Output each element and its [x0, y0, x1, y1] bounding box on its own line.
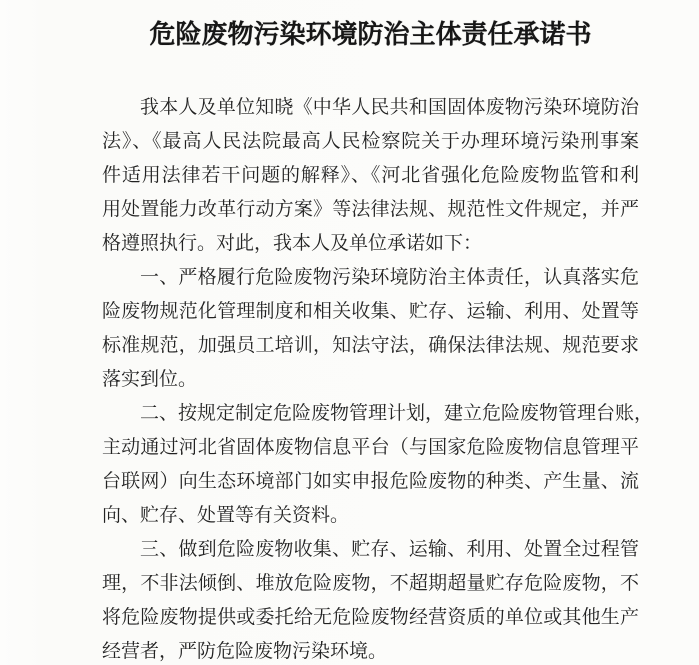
text-line: 件适用法律若干问题的解释》、《河北省强化危险废物监管和利	[102, 165, 639, 186]
paragraph-item-2	[102, 397, 654, 533]
paragraph-item-3	[102, 533, 639, 665]
text-line: 将危险废物提供或委托给无危险废物经营资质的单位或其他生产	[102, 607, 639, 628]
page-title: 危险废物污染环境防治主体责任承诺书	[149, 20, 592, 49]
text-line: 台联网）向生态环境部门如实申报危险废物的种类、产生量、流	[102, 471, 639, 492]
text-line: 险废物规范化管理制度和相关收集、贮存、运输、利用、处置等	[102, 301, 639, 322]
paragraph-item-1	[102, 261, 639, 397]
text-line: 理，不非法倾倒、堆放危险废物，不超期超量贮存危险废物，不	[102, 573, 639, 594]
text-line: 法》、《最高人民法院最高人民检察院关于办理环境污染刑事案	[102, 131, 639, 152]
text-line: 落实到位。	[102, 369, 198, 390]
text-line: 二、按规定制定危险废物管理计划，建立危险废物管理台账，	[140, 403, 654, 424]
text-line: 三、做到危险废物收集、贮存、运输、利用、处置全过程管	[140, 539, 639, 560]
document-body	[102, 91, 654, 665]
text-line: 我本人及单位知晓《中华人民共和国固体废物污染环境防治	[140, 97, 639, 118]
text-line: 用处置能力改革行动方案》等法律法规、规范性文件规定，并严	[102, 199, 639, 220]
text-line: 经营者，严防危险废物污染环境。	[102, 641, 388, 662]
paragraph-intro	[102, 91, 639, 261]
text-line: 一、严格履行危险废物污染环境防治主体责任，认真落实危	[140, 267, 639, 288]
text-line: 向、贮存、处置等有关资料。	[102, 505, 350, 526]
text-line: 标准规范，加强员工培训，知法守法，确保法律法规、规范要求	[102, 335, 639, 356]
text-line: 主动通过河北省固体废物信息平台（与国家危险废物信息管理平	[102, 437, 639, 458]
text-line: 格遵照执行。对此，我本人及单位承诺如下：	[102, 233, 483, 254]
